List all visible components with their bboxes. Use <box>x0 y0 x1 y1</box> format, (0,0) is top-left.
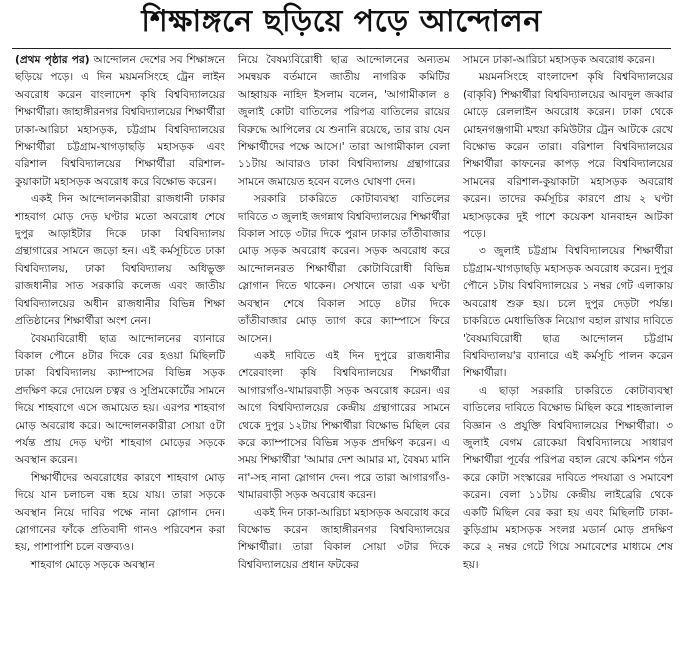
paragraph-text: আন্দোলন দেশের সব শিক্ষাঙ্গনে ছড়িয়ে পড়ে। এ দিন ময়মনসিংহে ট্রেন লাইন অবরোধ করেন বাংলাদেশ কৃষি বিশ্ববিদ্যালয়ের শিক্ষার্থীরা। জাহাঙ্গীরনগর বিশ্ববিদ্যালয়ের শিক্ষার্থীরা ঢাকা-আরিচা মহাসড়ক, চট্টগ্রাম বিশ্ববিদ্যালয়ের শিক্ষার্থীরা চট্টগ্রাম-খাগড়াছড়ি মহাসড়ক এবং বরিশাল বিশ্ববিদ্যালয়ের শিক্ষার্থীরা বরিশাল-কুয়াকাটা মহাসড়ক অবরোধ করে বিক্ষোভ করেন। <box>15 54 225 188</box>
column-1-paragraph-2: একই দিন আন্দোলনকারীরা রাজধানী ঢাকার শাহবাগ মোড় দেড় ঘণ্টার মতো অবরোধ শেষে দুপুর আড়াইটার দিকে ঢাকা বিশ্ববিদ্যালয় গ্রন্থাগারের সামনে জড়ো হন। এই কর্মসূচিতে ঢাকা বিশ্ববিদ্যালয়, ঢাকা বিশ্ববিদ্যালয় অধিভুক্ত রাজধানীর সাত সরকারি কলেজ এবং জাতীয় বিশ্ববিদ্যালয়ের অধীন রাজধানীর বিভিন্ন শিক্ষা প্রতিষ্ঠানের শিক্ষার্থীরা অংশ নেন। <box>15 193 225 328</box>
column-2-paragraph-1: নিয়ে বৈষম্যবিরোধী ছাত্র আন্দোলনের অন্যতম সমন্বয়ক বর্তমানে জাতীয় নাগরিক কমিটির আহ্বায়ক নাহিদ ইসলাম বলেন, 'আগামীকাল ৪ জুলাই কোটা বাতিলের পরিপত্র বাতিলের রায়ের বিরুদ্ধে আপিলের যে শুনানি রয়েছে, তার রায় যেন শিক্ষার্থীদের পক্ষে আসে।' তারা আগামীকাল বেলা ১১টায় আবারও ঢাকা বিশ্ববিদ্যালয় গ্রন্থাগারের সামনে জমায়েত হবেন বলেও ঘোষণা দেন। <box>238 54 450 188</box>
column-3-paragraph-2: ময়মনসিংহে বাংলাদেশ কৃষি বিশ্ববিদ্যালয়ের (বাকৃবি) শিক্ষার্থীরা বিশ্ববিদ্যালয়ের আবদুল জব্বার মোড়ে রেললাইন অবরোধ করেন। ঢাকা থেকে মোহনগঞ্জগামী মহুয়া কমিউটার ট্রেন আটকে রেখে বিক্ষোভ করেন তারা। বরিশাল বিশ্ববিদ্যালয়ের শিক্ষার্থীরা কাফনের কাপড় পরে বিশ্ববিদ্যালয়ের সামনের বরিশাল-কুয়াকাটা মহাসড়ক অবরোধ করেন। তাদের কর্মসূচির কারণে প্রায় ২ ঘণ্টা মহাসড়কের দুই পাশে কয়েকশ যানবাহন আটকা পড়ে। <box>463 71 673 241</box>
column-2-paragraph-3: একই দাবিতে এই দিন দুপুরে রাজধানীর শেরেবাংলা কৃষি বিশ্ববিদ্যালয়ের শিক্ষার্থীরা আগারগাঁও-খামারবাড়ী সড়ক অবরোধ করেন। এর আগে বিশ্ববিদ্যালয়ের কেন্দ্রীয় গ্রন্থাগারের সামনে থেকে দুপুর ১২টায় শিক্ষার্থীরা বিক্ষোভ মিছিল বের করে ক্যাম্পাসের বিভিন্ন সড়ক প্রদক্ষিণ করেন। এ সময় শিক্ষার্থীরা 'আমার দেশ আমার মা, বৈষম্য মানি না'-সহ নানা স্লোগান দেন। পরে তারা আগারগাঁও-খামারবাড়ী সড়ক অবরোধ করেন। <box>238 349 450 502</box>
column-3-paragraph-4: এ ছাড়া সরকারি চাকরিতে কোটাব্যবস্থা বাতিলের দাবিতে বিক্ষোভ মিছিল করে শাহজালাল বিজ্ঞান ও প্রযুক্তি বিশ্ববিদ্যালয়ের শিক্ষার্থীরা। ৩ জুলাই বেগম রোকেয়া বিশ্ববিদ্যালয়ে সাধারণ শিক্ষার্থীরা পূর্বের পরিপত্র বহাল রেখে কমিশন গঠন করে কোটা সংস্কারের দাবিতে পদযাত্রা ও সমাবেশ করেন। বেলা ১১টায় কেন্দ্রীয় লাইব্রেরি থেকে একটি মিছিল বের করা হয় এবং মিছিলটি ঢাকা-কুড়িগ্রাম মহাসড়ক সংলগ্ন মডার্ন মোড় প্রদক্ষিণ করে ২ নম্বর গেটে গিয়ে সমাবেশের মাধ্যমে শেষ হয়। <box>463 384 673 571</box>
headline-divider <box>12 48 671 49</box>
column-1-paragraph-5: শাহবাগ মোড়ে সড়কে অবস্থান <box>31 558 155 571</box>
column-1-paragraph-4: শিক্ষার্থীদের অবরোধের কারণে শাহবাগ মোড় দিয়ে যান চলাচল বন্ধ হয়ে যায়। তারা সড়কে অবস্থান নিয়ে দাবির পক্ষে নানা স্লোগান দেন। স্লোগানের ফাঁকে প্রতিবাদী গানও পরিবেশন করা হয়, পাশাপাশি চলে বক্তব্যও। <box>15 471 225 554</box>
column-1-paragraph-3: বৈষম্যবিরোধী ছাত্র আন্দোলনের ব্যানারে বিকাল পৌনে ৪টার দিকে বের হওয়া মিছিলটি ঢাকা বিশ্ববিদ্যালয় ক্যাম্পাসের বিভিন্ন সড়ক প্রদক্ষিণ করে দোয়েল চত্বর ও সুপ্রিমকোর্টের সামনে দিয়ে শাহবাগে এসে জমায়েত হয়। এরপর শাহবাগ মোড় অবরোধ করে। আন্দোলনকারীরা সোয়া ৫টা পর্যন্ত প্রায় দেড় ঘণ্টা শাহবাগ মোড়ের সড়কে অবস্থান করেন। <box>15 332 225 467</box>
column-2-paragraph-4: একই দিন ঢাকা-আরিচা মহাসড়ক অবরোধ করে বিক্ষোভ করেন জাহাঙ্গীরনগর বিশ্ববিদ্যালয়ের শিক্ষার্থীরা। তারা বিকাল সোয়া ৩টার দিকে বিশ্ববিদ্যালয়ের প্রধান ফটকের <box>238 506 450 571</box>
article-column-3 <box>463 52 673 660</box>
column-3-paragraph-3: ৩ জুলাই চট্টগ্রাম বিশ্ববিদ্যালয়ের শিক্ষার্থীরা চট্টগ্রাম-খাগড়াছড়ি মহাসড়ক অবরোধ করেন। দুপুর পৌনে ১টায় বিশ্ববিদ্যালয়ের ১ নম্বর গেট এলাকায় অবরোধ শুরু হয়। চলে দুপুর দেড়টা পর্যন্ত। চাকরিতে মেধাভিত্তিক নিয়োগ বহাল রাখার দাবিতে 'বৈষম্যবিরোধী ছাত্র আন্দোলন চট্টগ্রাম বিশ্ববিদ্যালয়'র ব্যানারে এই কর্মসূচি পালন করেন শিক্ষার্থীরা। <box>463 245 673 380</box>
column-1-paragraph-1 <box>15 52 225 191</box>
article-column-2 <box>238 52 450 660</box>
column-2-paragraph-2: সরকারি চাকরিতে কোটাব্যবস্থা বাতিলের দাবিতে ৩ জুলাই জগন্নাথ বিশ্ববিদ্যালয়ের শিক্ষার্থীরা বিকাল সাড়ে ৩টার দিকে পুরান ঢাকার তাঁতীবাজার মোড় সড়ক অবরোধ করেন। সড়ক অবরোধ করে আন্দোলনরত শিক্ষার্থীরা কোটাবিরোধী বিভিন্ন স্লোগান দিতে থাকেন। সেখানে তারা এক ঘণ্টা অবস্থান শেষে বিকাল সাড়ে ৪টার দিকে তাঁতীবাজার মোড় ত্যাগ করে ক্যাম্পাসে ফিরে আসেন। <box>238 193 450 345</box>
column-3-paragraph-1: সামনে ঢাকা-আরিচা মহাসড়ক অবরোধ করেন। <box>463 54 655 66</box>
continued-from-label: (প্রথম পৃষ্ঠার পর) <box>15 54 90 66</box>
article-headline: শিক্ষাঙ্গনে ছড়িয়ে পড়ে আন্দোলন <box>141 4 542 39</box>
article-column-1 <box>15 52 225 660</box>
